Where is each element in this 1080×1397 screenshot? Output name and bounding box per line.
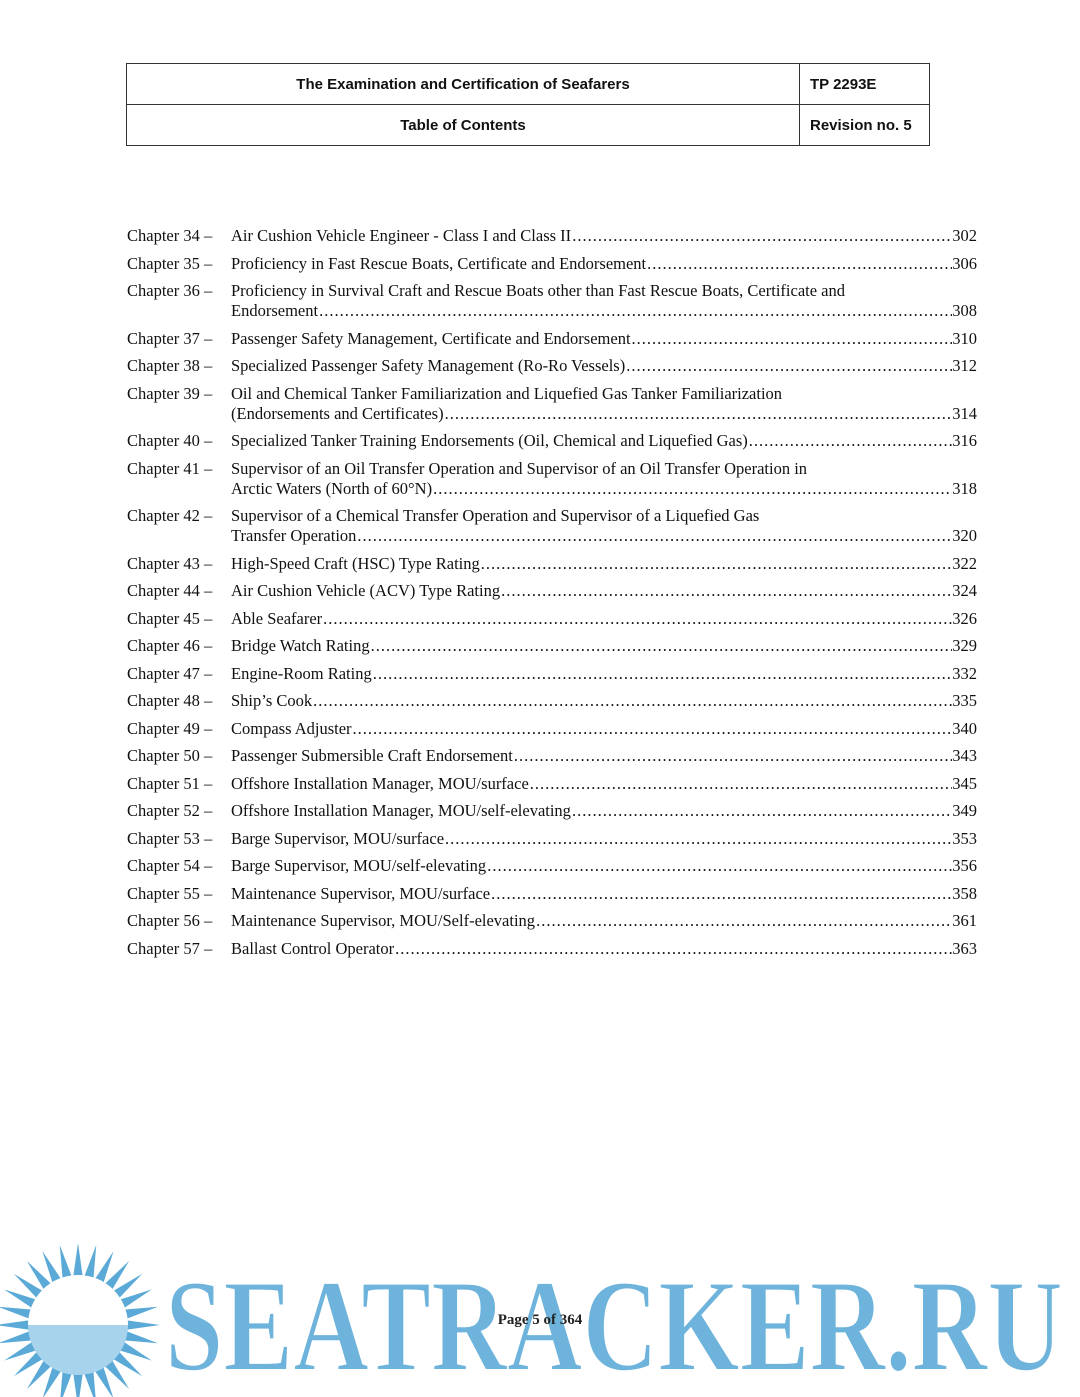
section-title: Table of Contents	[127, 105, 800, 146]
toc-page-number: 314	[952, 403, 977, 423]
toc-title: Endorsement	[231, 301, 319, 320]
toc-page-number: 345	[952, 773, 977, 793]
toc-chapter-label: Chapter 53 –	[127, 828, 213, 848]
toc-title: Maintenance Supervisor, MOU/surface	[231, 883, 491, 903]
toc-title-line: Supervisor of an Oil Transfer Operation and Supervisor of an Oil Transfer Operation in	[231, 458, 808, 478]
toc-entry[interactable]	[127, 554, 977, 574]
toc-page-number: 332	[952, 663, 977, 683]
toc-page-number: 322	[952, 553, 977, 573]
toc-title: Barge Supervisor, MOU/self-elevating	[231, 856, 487, 875]
toc-entry[interactable]	[127, 226, 977, 246]
toc-chapter-label: Chapter 49 –	[127, 718, 213, 738]
toc-title: Passenger Submersible Craft Endorsement	[231, 746, 513, 765]
toc-entry[interactable]	[127, 281, 977, 321]
toc-chapter-label: Chapter 52 –	[127, 801, 213, 820]
sun-ray	[60, 1370, 72, 1397]
toc-title-line: Proficiency in Survival Craft and Rescue Boats other than Fast Rescue Boats, Certificate and	[231, 281, 846, 300]
toc-page-number: 316	[952, 431, 977, 450]
sun-ray	[0, 1331, 33, 1343]
toc-chapter-label: Chapter 47 –	[127, 663, 213, 683]
toc-leader-dots	[486, 856, 952, 876]
toc-leader-dots	[513, 746, 952, 766]
toc-title: Maintenance Supervisor, MOU/Self-elevating	[231, 911, 536, 930]
toc-title: Specialized Tanker Training Endorsements (Oil, Chemical and Liquefied Gas)	[231, 431, 748, 450]
document-header	[126, 63, 930, 146]
toc-entry[interactable]	[127, 356, 977, 376]
sun-ray	[60, 1245, 72, 1279]
toc-page-number: 320	[952, 526, 977, 545]
toc-title: High-Speed Craft (HSC) Type Rating	[231, 553, 480, 573]
toc-page-number: 312	[952, 356, 977, 375]
toc-leader-dots	[529, 774, 952, 794]
toc-leader-dots	[370, 636, 953, 656]
toc-title: Air Cushion Vehicle (ACV) Type Rating	[231, 581, 501, 600]
document-code: TP 2293E	[800, 64, 930, 105]
toc-chapter-label: Chapter 45 –	[127, 608, 213, 628]
toc-entry[interactable]	[127, 719, 977, 739]
toc-title: Specialized Passenger Safety Management (Ro-Ro Vessels)	[231, 356, 626, 375]
toc-chapter-label: Chapter 50 –	[127, 746, 213, 765]
toc-chapter-label: Chapter 40 –	[127, 431, 213, 450]
toc-leader-dots	[480, 554, 952, 574]
toc-leader-dots	[625, 356, 952, 376]
toc-title: Able Seafarer	[231, 608, 323, 628]
toc-entry[interactable]	[127, 884, 977, 904]
toc-title: Air Cushion Vehicle Engineer - Class I and Class II	[231, 226, 572, 245]
toc-leader-dots	[646, 254, 952, 274]
toc-leader-dots	[631, 329, 953, 349]
toc-chapter-label: Chapter 34 –	[127, 226, 213, 245]
toc-title-line: Supervisor of a Chemical Transfer Operation and Supervisor of a Liquefied Gas	[231, 506, 760, 525]
toc-leader-dots	[356, 526, 952, 546]
toc-chapter-label: Chapter 42 –	[127, 506, 213, 525]
toc-leader-dots	[432, 479, 952, 499]
toc-page-number: 335	[952, 691, 977, 710]
sun-ray	[73, 1373, 83, 1397]
toc-page-number: 361	[952, 911, 977, 930]
toc-entry[interactable]	[127, 829, 977, 849]
toc-title: Offshore Installation Manager, MOU/self-elevating	[231, 801, 571, 820]
toc-title: Proficiency in Fast Rescue Boats, Certificate and Endorsement	[231, 253, 647, 273]
toc-page-number: 353	[952, 828, 977, 848]
toc-entry[interactable]	[127, 384, 977, 424]
toc-page-number: 358	[952, 883, 977, 903]
toc-entry[interactable]	[127, 664, 977, 684]
toc-chapter-label: Chapter 35 –	[127, 253, 213, 273]
toc-page-number: 326	[952, 608, 977, 628]
toc-entry[interactable]	[127, 911, 977, 931]
toc-title: Barge Supervisor, MOU/surface	[231, 828, 445, 848]
sun-ray	[73, 1243, 83, 1277]
toc-page-number: 356	[952, 856, 977, 875]
toc-title: (Endorsements and Certificates)	[231, 403, 444, 423]
page-number: Page 5 of 364	[497, 1312, 583, 1328]
sun-ray	[123, 1331, 157, 1343]
toc-leader-dots	[535, 911, 952, 931]
toc-chapter-label: Chapter 57 –	[127, 938, 213, 958]
toc-leader-dots	[372, 664, 953, 684]
toc-leader-dots	[322, 609, 952, 629]
toc-entry[interactable]	[127, 609, 977, 629]
toc-entry[interactable]	[127, 636, 977, 656]
toc-title: Engine-Room Rating	[231, 663, 372, 683]
toc-title: Arctic Waters (North of 60°N)	[231, 478, 433, 498]
toc-entry[interactable]	[127, 431, 977, 451]
toc-leader-dots	[444, 404, 953, 424]
toc-entry[interactable]	[127, 459, 977, 499]
toc-leader-dots	[394, 939, 952, 959]
toc-leader-dots	[444, 829, 952, 849]
toc-entry[interactable]	[127, 939, 977, 959]
watermark-text: SEATRACKER.RU	[165, 1252, 1063, 1397]
toc-entry[interactable]	[127, 506, 977, 546]
revision-number: Revision no. 5	[800, 105, 930, 146]
toc-title: Ship’s Cook	[231, 691, 313, 710]
toc-page-number: 308	[952, 301, 977, 320]
toc-title: Offshore Installation Manager, MOU/surface	[231, 773, 529, 793]
toc-chapter-label: Chapter 36 –	[127, 281, 213, 300]
toc-leader-dots	[318, 301, 952, 321]
toc-entry[interactable]	[127, 746, 977, 766]
toc-title: Ballast Control Operator	[231, 938, 395, 958]
toc-leader-dots	[352, 719, 953, 739]
toc-leader-dots	[571, 801, 952, 821]
toc-title: Passenger Safety Management, Certificate and Endorsement	[231, 328, 631, 348]
toc-page-number: 306	[952, 253, 977, 273]
toc-chapter-label: Chapter 37 –	[127, 328, 213, 348]
toc-chapter-label: Chapter 46 –	[127, 636, 213, 655]
toc-chapter-label: Chapter 51 –	[127, 773, 213, 793]
toc-title: Compass Adjuster	[231, 718, 352, 738]
toc-page-number: 310	[952, 328, 977, 348]
toc-entry[interactable]	[127, 774, 977, 794]
toc-entry[interactable]	[127, 691, 977, 711]
toc-entry[interactable]	[127, 856, 977, 876]
toc-leader-dots	[312, 691, 952, 711]
toc-title: Bridge Watch Rating	[231, 636, 370, 655]
toc-page-number: 329	[952, 636, 977, 655]
toc-page-number: 318	[952, 478, 977, 498]
toc-page-number: 340	[952, 718, 977, 738]
toc-leader-dots	[571, 226, 952, 246]
toc-chapter-label: Chapter 56 –	[127, 911, 213, 930]
toc-chapter-label: Chapter 54 –	[127, 856, 213, 875]
toc-entry[interactable]	[127, 801, 977, 821]
toc-title-line: Oil and Chemical Tanker Familiarization and Liquefied Gas Tanker Familiarization	[231, 383, 783, 403]
table-of-contents	[127, 226, 977, 966]
toc-page-number: 363	[952, 938, 977, 958]
sun-ray	[84, 1245, 96, 1279]
document-title: The Examination and Certification of Seafarers	[127, 64, 800, 105]
toc-page-number: 343	[952, 746, 977, 765]
toc-entry[interactable]	[127, 329, 977, 349]
toc-leader-dots	[490, 884, 952, 904]
sun-ray	[84, 1370, 96, 1397]
toc-entry[interactable]	[127, 254, 977, 274]
toc-chapter-label: Chapter 38 –	[127, 356, 213, 375]
toc-chapter-label: Chapter 44 –	[127, 581, 213, 600]
toc-page-number: 302	[952, 226, 977, 245]
toc-leader-dots	[500, 581, 952, 601]
toc-title: Transfer Operation	[231, 526, 357, 545]
toc-chapter-label: Chapter 39 –	[127, 383, 213, 403]
toc-chapter-label: Chapter 43 –	[127, 553, 213, 573]
toc-chapter-label: Chapter 55 –	[127, 883, 213, 903]
toc-chapter-label: Chapter 48 –	[127, 691, 213, 710]
toc-leader-dots	[748, 431, 952, 451]
toc-page-number: 349	[952, 801, 977, 820]
toc-page-number: 324	[952, 581, 977, 600]
toc-chapter-label: Chapter 41 –	[127, 458, 213, 478]
toc-entry[interactable]	[127, 581, 977, 601]
